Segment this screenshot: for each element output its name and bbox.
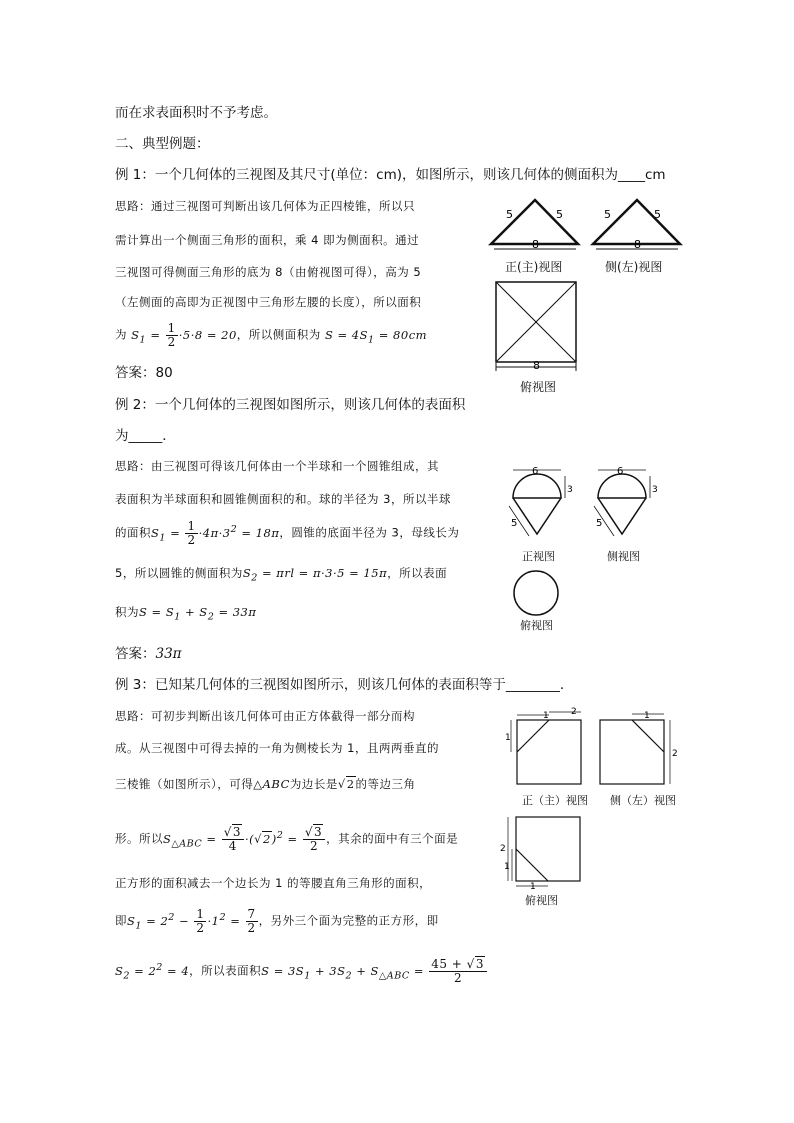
- ex3-thought-5: 正方形的面积减去一个边长为 1 的等腰直角三角形的面积，: [115, 876, 432, 890]
- ex3-question-end: ．: [559, 677, 574, 693]
- ex3-top-dim-bottom: 1: [530, 882, 536, 892]
- ex1-side-dim-right: 5: [654, 208, 661, 221]
- ex2-thought-5: [115, 604, 256, 625]
- ex2-formula-s: $S = S_1 + S_2 = 33\pi$: [139, 605, 257, 623]
- ex2-question-2-text: 为: [115, 428, 129, 444]
- ex3-side-caption: 侧（左）视图: [610, 794, 676, 807]
- ex3-formula-s: $S = 3S_1 + 3S_2 + S_{\triangle ABC}$ = $\frac{45 + √3}{2}$: [261, 964, 488, 978]
- ex2-top-caption: 俯视图: [520, 619, 553, 632]
- ex3-side-dim-1: 1: [644, 711, 650, 721]
- ex1-formula-s: $S = 4S_1 = 80cm$: [324, 327, 428, 345]
- ex2-front-view: [505, 464, 585, 544]
- ex3-thought-3: [115, 776, 416, 792]
- ex1-unit: cm: [645, 167, 666, 183]
- ex1-top-view: [495, 281, 585, 381]
- ex2-thought-1: 思路：由三视图可得该几何体由一个半球和一个圆锥组成，其: [115, 459, 439, 473]
- ex1-thought-5a: 为: [115, 327, 127, 342]
- ex2-side-caption: 侧视图: [607, 550, 640, 563]
- ex3-question: [115, 676, 573, 694]
- ex1-front-dim-right: 5: [556, 208, 563, 221]
- ex2-front-dim-r: 3: [567, 485, 573, 495]
- ex3-top-caption: 俯视图: [525, 894, 558, 907]
- ex2-side-dim-slant: 5: [596, 518, 603, 529]
- ex2-thought-2: 表面积为半球面积和圆锥侧面积的和。球的半径为 3，所以半球: [115, 492, 451, 506]
- ex2-thought-3a: 的面积: [115, 525, 151, 540]
- ex2-thought-4: [115, 565, 447, 586]
- ex2-blank: _____: [128, 428, 163, 444]
- ex1-blank: ____: [618, 167, 645, 183]
- ex2-answer-label: 答案：: [115, 646, 156, 662]
- ex1-side-dim-left: 5: [604, 208, 611, 221]
- ex2-side-dim-r: 3: [652, 485, 658, 495]
- ex2-side-dim-top: 6: [617, 466, 624, 477]
- ex2-question-2: [115, 427, 176, 445]
- ex1-front-dim-base: 8: [532, 238, 539, 251]
- ex1-thought-1: 思路：通过三视图可判断出该几何体为正四棱锥，所以只: [115, 199, 415, 213]
- ex3-triangle-abc: △ABC: [253, 777, 290, 791]
- ex3-top-view: [500, 815, 590, 895]
- ex1-front-caption: 正(主)视图: [505, 260, 563, 274]
- ex2-thought-4a: 5，所以圆锥的侧面积为: [115, 566, 243, 580]
- ex3-thought-2: 成。从三视图中可得去掉的一角为侧棱长为 1，且两两垂直的: [115, 741, 439, 755]
- ex1-side-view: [588, 196, 688, 256]
- ex3-thought-4: [115, 826, 458, 853]
- ex2-formula-s2: $S_2 = \pi rl = \pi\cdot 3\cdot 5 = 15\pi$: [242, 566, 388, 584]
- ex3-side-view: [598, 708, 688, 788]
- ex2-thought-4b: ，所以表面: [387, 566, 448, 580]
- ex3-thought-3b: 为边长是: [289, 777, 338, 791]
- ex2-thought-3: [115, 520, 459, 547]
- ex2-answer: [115, 645, 182, 663]
- ex3-thought-7: [115, 958, 488, 985]
- ex2-front-dim-top: 6: [532, 466, 539, 477]
- ex2-question-1: 例 2：一个几何体的三视图如图所示，则该几何体的表面积: [115, 397, 466, 413]
- ex1-front-view: [486, 196, 586, 256]
- ex3-front-dim-1: 1: [543, 711, 549, 721]
- ex3-front-dim-2: 2: [571, 707, 577, 717]
- ex3-formula-s1: $S_1 = 2^2$ − $\frac{1}{2}$ $\cdot 1^2$ = $\frac{7}{2}$: [127, 907, 256, 935]
- ex3-thought-7b: ，所以表面积: [189, 963, 262, 978]
- ex2-front-dim-slant: 5: [511, 518, 518, 529]
- ex3-thought-4a: 形。所以: [115, 831, 163, 846]
- ex2-answer-value: 33π: [155, 646, 182, 662]
- ex3-blank: ________: [505, 677, 560, 693]
- ex1-formula-s1: $S_1$ = $\frac{1}{2}$ ·5·8 = 20: [131, 321, 237, 349]
- ex2-front-caption: 正视图: [522, 550, 555, 563]
- ex3-thought-6: [115, 908, 439, 935]
- ex3-formula-sabc: $S_{\triangle ABC}$ = $\frac{√3}{4}$ $\cdot(√2)^2$ = $\frac{√3}{2}$: [163, 832, 326, 846]
- ex1-thought-3: 三视图可得侧面三角形的底为 8（由俯视图可得），高为 5: [115, 265, 422, 279]
- ex3-thought-3a: 三棱锥（如图所示），可得: [115, 777, 254, 791]
- ex1-answer: 答案：80: [115, 365, 173, 381]
- ex1-top-caption: 俯视图: [520, 380, 557, 394]
- ex1-side-caption: 侧(左)视图: [605, 260, 663, 274]
- ex1-front-dim-left: 5: [506, 208, 513, 221]
- ex3-sqrt2: √2: [337, 777, 355, 791]
- intro-line: 而在求表面积时不予考虑。: [115, 105, 277, 121]
- ex1-thought-5b: ，所以侧面积为: [236, 327, 321, 342]
- ex3-front-caption: 正（主）视图: [522, 794, 588, 807]
- ex3-thought-6a: 即: [115, 913, 127, 928]
- ex3-top-dim-2: 2: [500, 844, 506, 854]
- ex3-top-dim-1: 1: [504, 862, 510, 872]
- ex2-thought-3b: ，圆锥的底面半径为 3，母线长为: [279, 525, 460, 540]
- ex3-thought-1: 思路：可初步判断出该几何体可由正方体截得一部分而构: [115, 709, 415, 723]
- ex1-question-text: 例 1：一个几何体的三视图及其尺寸(单位：cm)，如图所示，则该几何体的侧面积为: [115, 167, 618, 183]
- ex1-thought-4: （左侧面的高即为正视图中三角形左腰的长度），所以面积: [115, 295, 422, 309]
- ex2-side-view: [590, 464, 670, 544]
- ex3-side-dim-2: 2: [672, 749, 678, 759]
- ex3-front-dim-left: 1: [505, 733, 511, 743]
- ex1-question: [115, 166, 666, 184]
- ex2-question-end: ．: [162, 428, 176, 444]
- ex1-thought-2: 需计算出一个侧面三角形的面积，乘 4 即为侧面积。通过: [115, 233, 420, 247]
- ex1-thought-5: [115, 322, 427, 349]
- ex1-top-dim: 8: [533, 359, 540, 372]
- ex3-thought-4b: ，其余的面中有三个面是: [326, 831, 459, 846]
- ex1-side-dim-base: 8: [634, 238, 641, 251]
- section-title: 二、典型例题：: [115, 136, 210, 152]
- ex2-thought-5a: 积为: [115, 605, 139, 619]
- ex2-formula-s1: $S_1$ = $\frac{1}{2}$ $\cdot 4\pi\cdot 3^2 = 18\pi$: [151, 519, 280, 547]
- ex3-thought-6b: ，另外三个面为完整的正方形，即: [258, 913, 439, 928]
- ex2-top-view: [512, 570, 562, 620]
- ex3-thought-3c: 的等边三角: [355, 777, 416, 791]
- ex3-question-text: 例 3：已知某几何体的三视图如图所示，则该几何体的表面积等于: [115, 677, 506, 693]
- ex3-front-view: [505, 708, 585, 788]
- ex3-formula-s2: $S_2 = 2^2 = 4$: [115, 961, 190, 981]
